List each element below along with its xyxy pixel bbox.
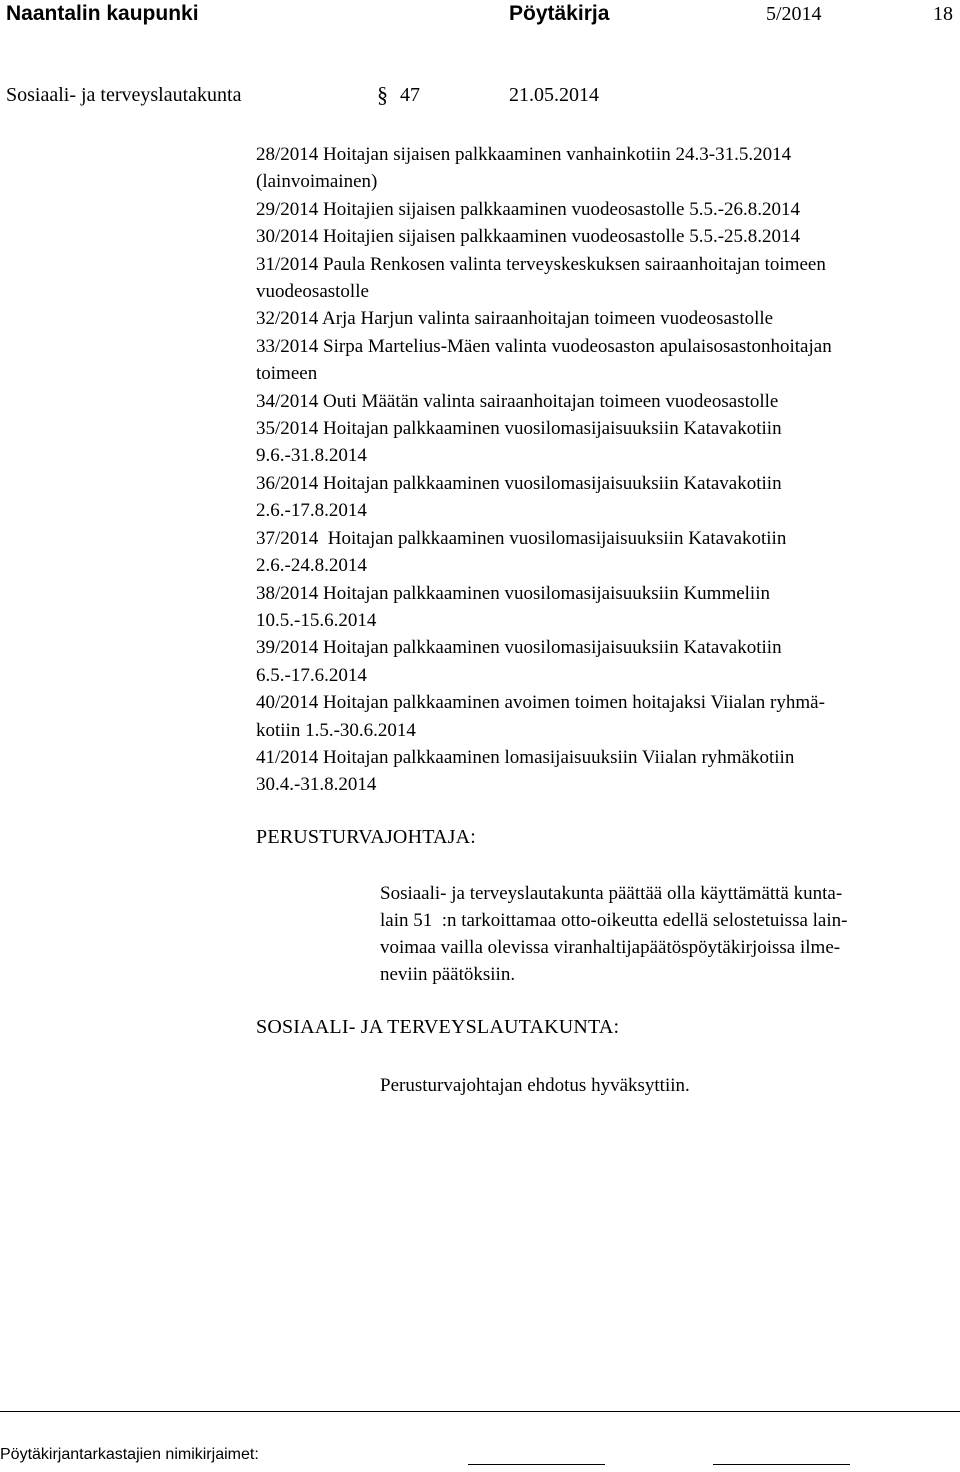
initials-line: [713, 1464, 850, 1465]
list-item: 40/2014 Hoitajan palkkaaminen avoimen toimen hoitajaksi Viialan ryhmä-: [256, 692, 825, 714]
list-item: 33/2014 Sirpa Martelius-Mäen valinta vuodeosaston apulaisosastonhoitajan: [256, 335, 832, 357]
proposal-text: [380, 880, 940, 988]
meeting-date: 21.05.2014: [509, 84, 599, 106]
list-item: 31/2014 Paula Renkosen valinta terveyskeskuksen sairaanhoitajan toimeen: [256, 253, 826, 275]
proposal-label: PERUSTURVAJOHTAJA:: [256, 826, 477, 848]
proposal-line: neviin päätöksiin.: [380, 964, 516, 985]
list-item: 29/2014 Hoitajien sijaisen palkkaaminen vuodeosastolle 5.5.-26.8.2014: [256, 198, 801, 220]
list-item: 41/2014 Hoitajan palkkaaminen lomasijaisuuksiin Viialan ryhmäkotiin: [256, 746, 795, 768]
list-item: 38/2014 Hoitajan palkkaaminen vuosilomasijaisuuksiin Kummeliin: [256, 582, 770, 604]
list-item: 2.6.-24.8.2014: [256, 555, 367, 577]
list-item: 10.5.-15.6.2014: [256, 609, 377, 631]
list-item: 35/2014 Hoitajan palkkaaminen vuosilomasijaisuuksiin Katavakotiin: [256, 418, 782, 440]
footer-divider: [0, 1411, 960, 1412]
page-number: 18: [933, 3, 953, 25]
list-item: 28/2014 Hoitajan sijaisen palkkaaminen vanhainkotiin 24.3-31.5.2014: [256, 144, 792, 165]
decision-text: Perusturvajohtajan ehdotus hyväksyttiin.: [380, 1075, 690, 1096]
list-item: 37/2014 Hoitajan palkkaaminen vuosilomasijaisuuksiin Katavakotiin: [256, 527, 787, 549]
list-item: 32/2014 Arja Harjun valinta sairaanhoitajan toimeen vuodeosastolle: [256, 308, 774, 330]
list-item: vuodeosastolle: [256, 281, 369, 303]
proposal-line: Sosiaali- ja terveyslautakunta päättää olla käyttämättä kunta-: [380, 883, 843, 904]
decision-label: SOSIAALI- JA TERVEYSLAUTAKUNTA:: [256, 1016, 620, 1038]
list-item: 34/2014 Outi Määtän valinta sairaanhoitajan toimeen vuodeosastolle: [256, 390, 779, 412]
list-item: 30/2014 Hoitajien sijaisen palkkaaminen vuodeosastolle 5.5.-25.8.2014: [256, 226, 801, 248]
board-name: Sosiaali- ja terveyslautakunta: [6, 84, 242, 106]
initials-line: [468, 1464, 605, 1465]
section-number: 47: [400, 84, 420, 106]
proposal-line: voimaa vailla olevissa viranhaltijapäätöspöytäkirjoissa ilme-: [380, 937, 841, 958]
org-name: Naantalin kaupunki: [6, 2, 199, 25]
list-item: 6.5.-17.6.2014: [256, 664, 367, 686]
section-mark: §: [377, 82, 388, 107]
decision-list: [256, 141, 936, 799]
proposal-line: lain 51 :n tarkoittamaa otto-oikeutta edellä selostetuissa lain-: [380, 910, 848, 931]
list-item: (lainvoimainen): [256, 171, 378, 193]
footer-initials-label: Pöytäkirjantarkastajien nimikirjaimet:: [0, 1446, 259, 1463]
list-item: 36/2014 Hoitajan palkkaaminen vuosilomasijaisuuksiin Katavakotiin: [256, 472, 782, 494]
list-item: 30.4.-31.8.2014: [256, 774, 377, 796]
list-item: 2.6.-17.8.2014: [256, 500, 367, 522]
list-item: 39/2014 Hoitajan palkkaaminen vuosilomasijaisuuksiin Katavakotiin: [256, 637, 782, 659]
list-item: toimeen: [256, 363, 318, 385]
issue-number: 5/2014: [766, 3, 822, 25]
list-item: 9.6.-31.8.2014: [256, 445, 367, 467]
document-type: Pöytäkirja: [509, 2, 610, 25]
list-item: kotiin 1.5.-30.6.2014: [256, 719, 416, 741]
